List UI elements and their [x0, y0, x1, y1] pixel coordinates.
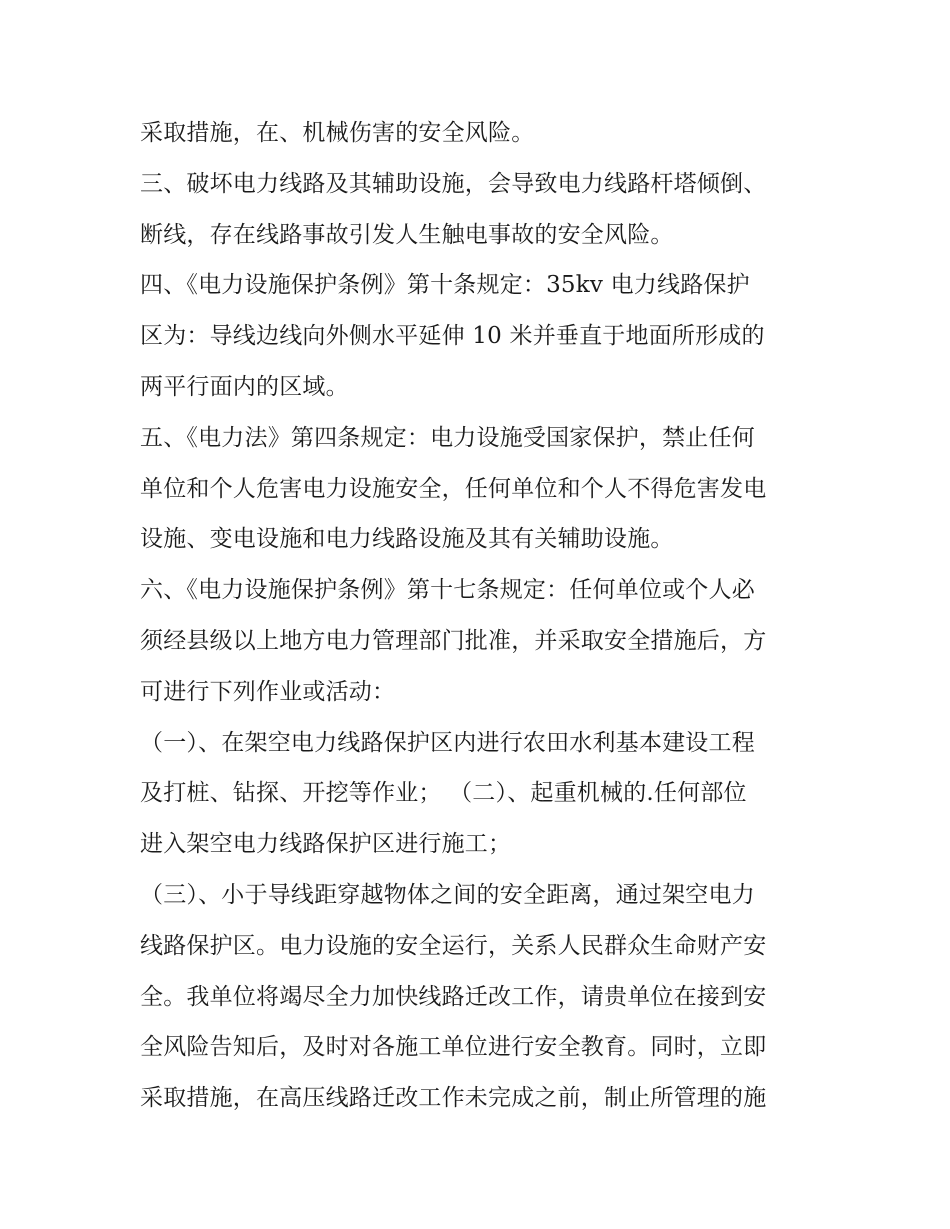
text-line-20: 采取措施，在高压线路迁改工作未完成之前，制止所管理的施	[140, 1085, 767, 1112]
text-line-17: 线路保护区。电力设施的安全运行，关系人民群众生命财产安	[140, 932, 767, 959]
text-line-8: 单位和个人危害电力设施安全，任何单位和个人不得危害发电	[140, 475, 767, 502]
text-line-18: 全。我单位将竭尽全力加快线路迁改工作，请贵单位在接到安	[140, 983, 767, 1010]
text-line-19: 全风险告知后，及时对各施工单位进行安全教育。同时，立即	[140, 1034, 767, 1061]
text-line-1: 采取措施，在、机械伤害的安全风险。	[140, 120, 535, 146]
text-line-5: 区为：导线边线向外侧水平延伸 10 米并垂直于地面所形成的	[140, 323, 765, 350]
text-line-16: （三）、小于导线距穿越物体之间的安全距离，通过架空电力	[140, 881, 755, 908]
text-line-7: 五、《电力法》第四条规定：电力设施受国家保护，禁止任何	[140, 424, 755, 451]
text-line-3: 断线，存在线路事故引发人生触电事故的安全风险。	[140, 221, 674, 248]
text-line-6: 两平行面内的区域。	[140, 373, 349, 400]
text-line-15: 进入架空电力线路保护区进行施工；	[140, 831, 512, 858]
text-line-10: 六、《电力设施保护条例》第十七条规定：任何单位或个人必	[140, 577, 755, 604]
text-line-13: （一）、在架空电力线路保护区内进行农田水利基本建设工程	[140, 729, 755, 756]
text-line-12: 可进行下列作业或活动：	[140, 678, 396, 705]
text-line-14: 及打桩、钻探、开挖等作业； （二）、起重机械的.任何部位	[140, 780, 747, 807]
text-line-4: 四、《电力设施保护条例》第十条规定：35kv 电力线路保护	[140, 272, 750, 299]
text-line-2: 三、破坏电力线路及其辅助设施，会导致电力线路杆塔倾倒、	[140, 170, 767, 197]
text-line-11: 须经县级以上地方电力管理部门批准，并采取安全措施后，方	[140, 627, 767, 654]
text-line-9: 设施、变电设施和电力线路设施及其有关辅助设施。	[140, 526, 674, 553]
document-body	[140, 108, 820, 1124]
